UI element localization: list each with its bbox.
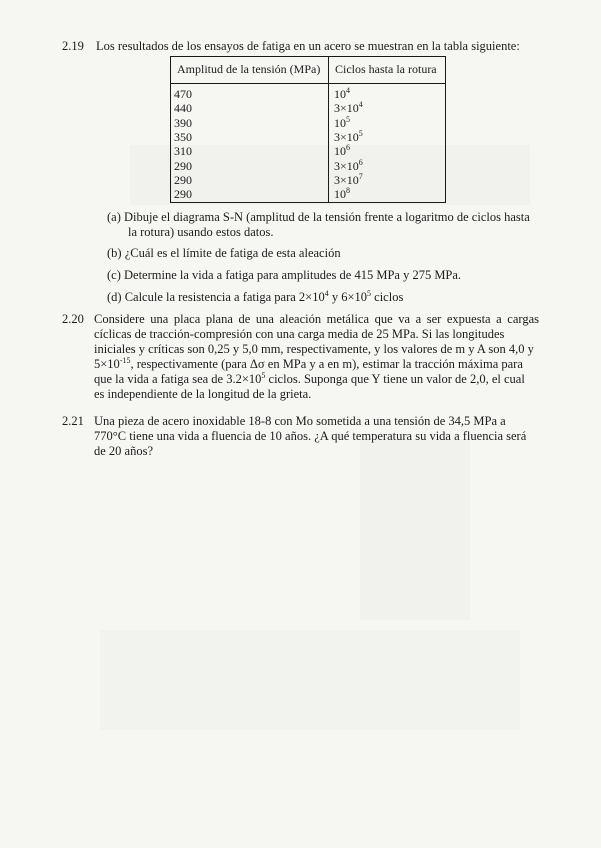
bleed-through-block [100, 630, 520, 730]
problem-number-2-20: 2.20 [62, 312, 84, 326]
table-cell-amplitude: 290 [174, 172, 192, 187]
cycles-base: 3×10 [334, 101, 359, 116]
problem-number-2-21: 2.21 [62, 414, 84, 428]
cycles-exponent: 6 [346, 143, 350, 153]
problem-2-20-line1: Considere una placa plana de una aleación metálica que va a ser expuesta a cargas [94, 312, 539, 326]
problem-2-19-intro: Los resultados de los ensayos de fatiga en un acero se muestran en la tabla siguiente: [96, 39, 520, 53]
cycles-base: 3×10 [334, 172, 359, 187]
line5-exp: 5 [261, 371, 266, 380]
problem-2-20-line5 [94, 372, 539, 387]
problem-2-19-item-b: (b) ¿Cuál es el límite de fatiga de esta aleación [107, 246, 341, 260]
problem-2-19-item-a-line1: (a) Dibuje el diagrama S-N (amplitud de la tensión frente a logaritmo de ciclos hasta [107, 210, 530, 224]
cycles-exponent: 5 [346, 114, 350, 124]
problem-2-21-line2: 770°C tiene una vida a fluencia de 10 años. ¿A qué temperatura su vida a fluencia será [94, 429, 527, 443]
bleed-through-block [360, 440, 470, 620]
cycles-base: 3×10 [334, 129, 359, 144]
line4-post: , respectivamente (para Δσ en MPa y a en m), estimar la tracción máxima para [130, 357, 523, 371]
table-cell-cycles [334, 116, 350, 130]
line4-pre: 5×10 [94, 357, 120, 371]
item-d-mid: y 6×10 [328, 290, 368, 304]
table-cell-cycles [334, 144, 350, 158]
line5-pre: que la vida a fatiga sea de 3.2×10 [94, 372, 262, 386]
item-d-post: ciclos [371, 290, 404, 304]
problem-2-20-line3: iniciales y críticas son 0,25 y 5,0 mm, respectivamente, y los valores de m y A son 4,0 y [94, 342, 534, 356]
problem-2-20-line6: es independiente de la longitud de la grieta. [94, 387, 312, 401]
item-d-exp2: 5 [367, 289, 372, 298]
table-cell-amplitude: 350 [174, 129, 192, 144]
table-cell-cycles [334, 130, 363, 144]
table-header-cycles: Ciclos hasta la rotura [335, 62, 437, 76]
table-cell-amplitude: 390 [174, 115, 192, 130]
problem-2-20-line4 [94, 357, 539, 372]
cycles-base: 10 [334, 144, 346, 159]
item-d-pre: (d) Calcule la resistencia a fatiga para 2×10 [107, 290, 325, 304]
cycles-exponent: 5 [358, 128, 363, 138]
cycles-base: 10 [334, 187, 346, 202]
problem-2-19-item-c: (c) Determine la vida a fatiga para amplitudes de 415 MPa y 275 MPa. [107, 268, 462, 282]
cycles-base: 10 [334, 87, 346, 101]
table-cell-amplitude: 290 [174, 187, 192, 202]
item-d-exp1: 4 [324, 289, 329, 298]
cycles-exponent: 4 [358, 100, 363, 110]
problem-number-2-19: 2.19 [62, 39, 84, 53]
cycles-exponent: 4 [346, 86, 350, 95]
table-cell-cycles [334, 187, 350, 201]
cycles-base: 10 [334, 115, 346, 130]
problem-2-21-line1: Una pieza de acero inoxidable 18-8 con Mo sometida a una tensión de 34,5 MPa a [94, 414, 506, 428]
table-cell-cycles [334, 159, 363, 173]
cycles-base: 3×10 [334, 158, 359, 173]
cycles-exponent: 6 [358, 157, 363, 167]
table-cell-cycles [334, 101, 363, 115]
table-header-divider [171, 83, 445, 84]
cycles-exponent: 7 [358, 171, 363, 181]
problem-2-20-line2: cíclicas de tracción-compresión con una carga media de 25 MPa. Si las longitudes [94, 327, 505, 341]
table-cell-amplitude: 470 [174, 87, 192, 101]
line4-exp: -15 [119, 356, 131, 365]
cycles-exponent: 8 [346, 186, 350, 196]
problem-2-21-line3: de 20 años? [94, 444, 154, 458]
table-cell-cycles [334, 173, 363, 187]
table-cell-amplitude: 310 [174, 144, 192, 159]
table-column-divider [328, 57, 329, 202]
table-cell-amplitude: 290 [174, 158, 192, 173]
table-header-amplitude: Amplitud de la tensión (MPa) [177, 62, 321, 76]
fatigue-data-table [170, 56, 446, 203]
problem-2-19-item-d [107, 290, 403, 305]
line5-post: ciclos. Suponga que Y tiene un valor de 2,0, el cual [265, 372, 525, 386]
problem-2-19-item-a-line2: la rotura) usando estos datos. [128, 225, 274, 239]
table-cell-cycles [334, 87, 350, 101]
table-cell-amplitude: 440 [174, 101, 192, 116]
